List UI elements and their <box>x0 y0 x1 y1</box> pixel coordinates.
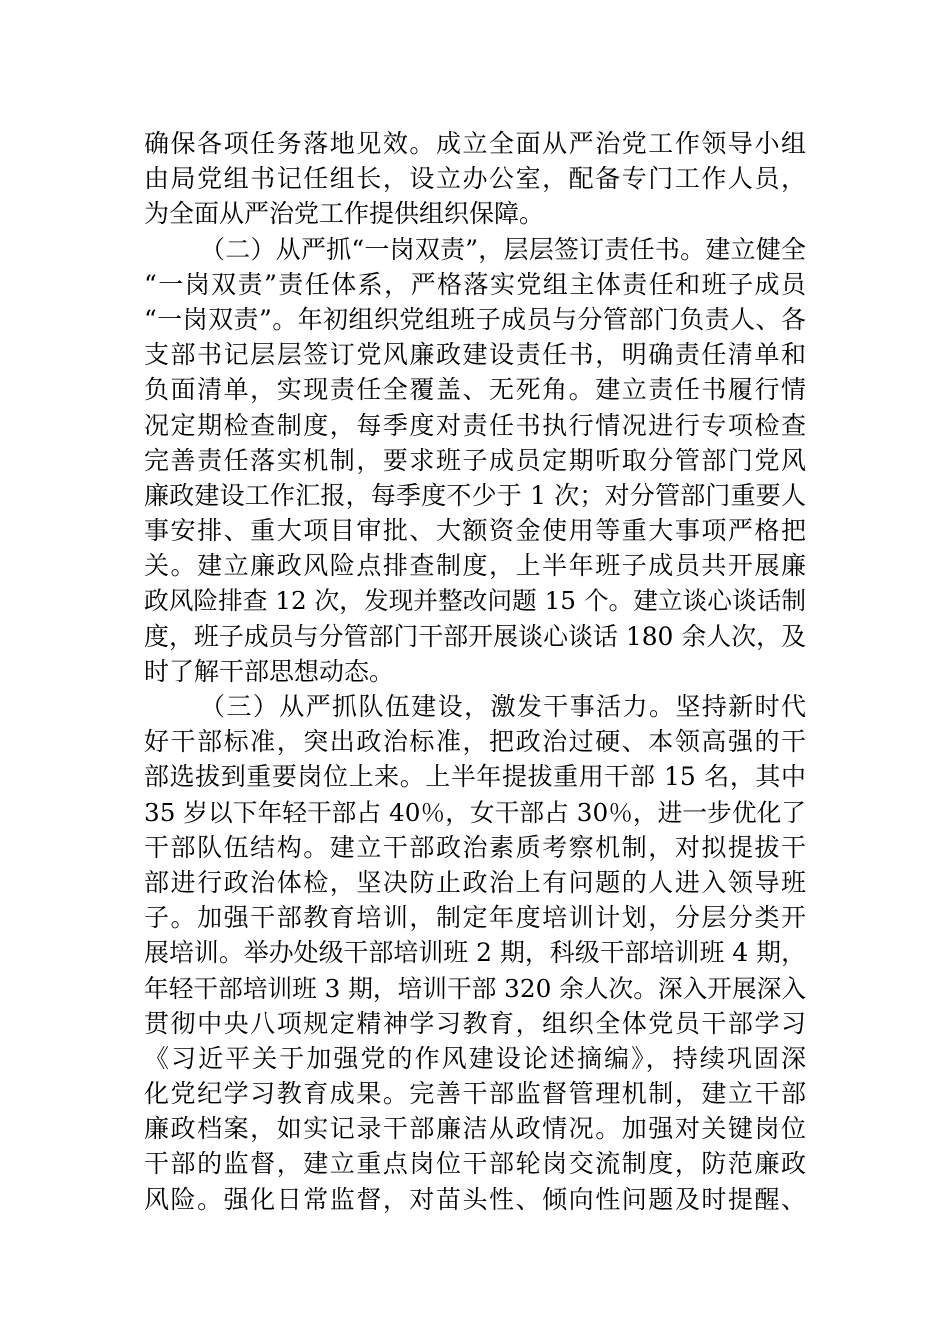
text-line: 时了解干部思想动态。 <box>144 656 395 686</box>
text-line: 贯彻中央八项规定精神学习教育，组织全体党员干部学习 <box>144 1008 806 1038</box>
text-line: 度，班子成员与分管部门干部开展谈心谈话 180 余人次，及 <box>144 621 806 651</box>
text-line: 《习近平关于加强党的作风建设论述摘编》，持续巩固深 <box>144 1043 806 1073</box>
text-line: 展培训。举办处级干部培训班 2 期，科级干部培训班 4 期， <box>144 938 806 968</box>
text-line: 负面清单，实现责任全覆盖、无死角。建立责任书履行情 <box>144 375 806 405</box>
text-line: 政风险排查 12 次，发现并整改问题 15 个。建立谈心谈话制 <box>144 586 807 616</box>
text-line: 廉政建设工作汇报，每季度不少于 1 次；对分管部门重要人 <box>144 480 806 510</box>
text-line: 廉政档案，如实记录干部廉洁从政情况。加强对关键岗位 <box>144 1114 806 1144</box>
text-line: 确保各项任务落地见效。成立全面从严治党工作领导小组 <box>144 129 806 158</box>
text-line: 部选拔到重要岗位上来。上半年提拔重用干部 15 名，其中 <box>144 762 806 792</box>
text-line: 干部的监督，建立重点岗位干部轮岗交流制度，防范廉政 <box>144 1149 806 1179</box>
text-line: 况定期检查制度，每季度对责任书执行情况进行专项检查 <box>144 410 806 440</box>
text-line: 支部书记层层签订党风廉政建设责任书，明确责任清单和 <box>144 340 806 370</box>
document-body <box>144 126 806 1217</box>
text-line: （二）从严抓“一岗双责”，层层签订责任书。建立健全 <box>200 234 806 264</box>
text-line: 完善责任落实机制，要求班子成员定期听取分管部门党风 <box>144 445 806 475</box>
text-line: 干部队伍结构。建立干部政治素质考察机制，对拟提拔干 <box>144 832 806 862</box>
text-line: 35 岁以下年轻干部占 40％，女干部占 30％，进一步优化了 <box>144 797 806 827</box>
text-line: 由局党组书记任组长，设立办公室，配备专门工作人员， <box>144 164 806 194</box>
text-line: 关。建立廉政风险点排查制度，上半年班子成员共开展廉 <box>144 551 806 581</box>
text-line: 年轻干部培训班 3 期，培训干部 320 余人次。深入开展深入 <box>144 973 807 1003</box>
text-line: “一岗双责”责任体系，严格落实党组主体责任和班子成员 <box>144 269 806 299</box>
text-line: 子。加强干部教育培训，制定年度培训计划，分层分类开 <box>144 903 806 933</box>
text-line: 部进行政治体检，坚决防止政治上有问题的人进入领导班 <box>144 867 806 897</box>
text-line: “一岗双责”。年初组织党组班子成员与分管部门负责人、各 <box>144 304 806 334</box>
paragraph-1 <box>144 126 806 232</box>
paragraph-3 <box>144 689 806 1217</box>
text-line: 事安排、重大项目审批、大额资金使用等重大事项严格把 <box>144 516 806 546</box>
text-line: 好干部标准，突出政治标准，把政治过硬、本领高强的干 <box>144 727 806 757</box>
text-line: （三）从严抓队伍建设，激发干事活力。坚持新时代 <box>200 692 806 721</box>
paragraph-2 <box>144 232 806 689</box>
text-line: 风险。强化日常监督，对苗头性、倾向性问题及时提醒、 <box>144 1184 806 1214</box>
text-line: 化党纪学习教育成果。完善干部监督管理机制，建立干部 <box>144 1079 806 1109</box>
text-line: 为全面从严治党工作提供组织保障。 <box>144 199 545 229</box>
